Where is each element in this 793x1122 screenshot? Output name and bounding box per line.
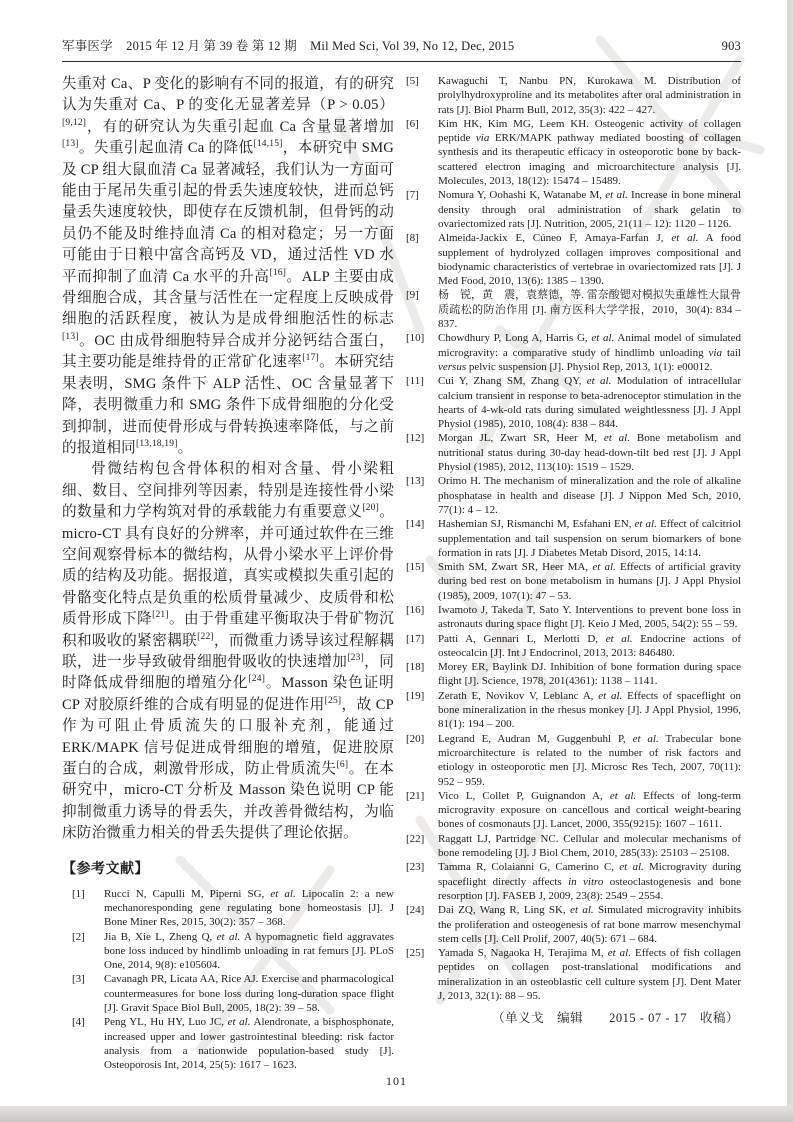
reference-text: Hashemian SJ, Rismanchi M, Esfahani EN, et al. Effect of calcitriol supplementation and tail suspension on serum biomarkers of bone formation in rats [J]. J Diabetes Metab Disord, 2015, 14:14. [438,518,742,559]
reference-text: Cavanagh PR, Licata AA, Rice AJ. Exercise and pharmacological countermeasures for bone loss during long-duration space flight [J]. Gravit Space Biol Bull, 2005, 18(2): 39 – 58. [104,973,394,1014]
reference-number: [5] [406,75,419,87]
reference-item [406,74,741,117]
reference-number: [1] [72,887,85,900]
reference-item [406,946,741,1003]
reference-number: [14] [406,518,425,531]
reference-text: Patti A, Gennari L, Merlotti D, et al. Endocrine actions of osteocalcin [J]. Int J Endocrinol, 2013, 2013: 846480. [438,632,741,659]
citation-superscript: [17] [302,353,319,364]
journal-title-cn: 军事医学 [62,39,113,53]
citation-superscript: [21] [152,610,169,621]
body-paragraph: 失重对 Ca、P 变化的影响有不同的报道，有的研究认为失重对 Ca、P 的变化无显著差异（P > 0.05）[9,12]，有的研究认为失重引起血 Ca 含量显著增加[13]。失重引起血清 Ca 的降低[14,15]，本研究中 SMG 及 CP 组大鼠血清 Ca 显著减轻，我们认为一方面可能由于尾吊失重引起的骨丢失速度较快，进而总钙量丢失速度较快，即使存在反馈机制，但骨钙的动员仍不能及时维持血清 Ca 的相对稳定；另一方面可能由于日粮中富含高钙及 VD，通过活性 VD 水平而抑制了血清 Ca 水平的升高[16]。ALP 主要由成骨细胞合成，其含量与活性在一定程度上反映成骨细胞的活跃程度，被认为是成骨细胞活性的标志[13]。OC 由成骨细胞特异合成并分泌钙结合蛋白，其主要功能是维持骨的正常矿化速率[17]。本研究结果表明，SMG 条件下 ALP 活性、OC 含量显著下降，表明微重力和 SMG 条件下成骨细胞的分化受到抑制，进而使骨形成与骨转换速率降低，与之前的报道相同[13,18,19]。 [62,76,394,456]
footer-page-number: 101 [386,1074,407,1088]
reference-number: [15] [406,561,425,574]
journal-issue-cn: 2015 年 12 月 第 39 卷 第 12 期 [126,39,297,53]
reference-item [406,288,741,331]
citation-superscript: [24] [248,674,266,685]
reference-item [406,560,741,603]
editor-note: （单义戈 编辑 2015 - 07 - 17 收稿） [492,1011,739,1026]
journal-title-en: Mil Med Sci, Vol 39, No 12, Dec, 2015 [310,39,515,53]
reference-list-right [406,74,741,1003]
header-page-number: 903 [721,39,741,53]
left-column [62,74,394,1072]
citation-superscript: [13,18,19] [135,439,178,450]
reference-number: [6] [406,117,419,130]
reference-text: Chowdhury P, Long A, Harris G, et al. Animal model of simulated microgravity: a comparative study of hindlimb unloading via tail versus pelvic suspension [J]. Physiol Rep, 2013, 1(1): e00012. [438,332,741,373]
reference-text: Orimo H. The mechanism of mineralization and the role of alkaline phosphatase in health and disease [J]. J Nippon Med Sch, 2010, 77(1): 4 – 12. [438,475,741,516]
reference-item [406,660,741,689]
reference-number: [21] [406,789,425,802]
reference-text: Tamma R, Colaianni G, Camerino C, et al. Microgravity during spaceflight directly affects in vitro osteoclastogenesis and bone resorption [J]. FASEB J, 2009, 23(8): 2549 – 2554. [438,861,742,902]
reference-number: [2] [72,930,85,943]
reference-text: Cui Y, Zhang SM, Zhang QY, et al. Modulation of intracellular calcium transient in response to beta-adrenoceptor stimulation in the hearts of 4-wk-old rats during simulated weightlessness [J]. J Appl Physiol (1985), 2010, 108(4): 838 – 844. [438,375,741,431]
reference-text: Almeida-Jackix E, Cúneo F, Amaya-Farfan J, et al. A food supplement of hydrolyzed collagen improves compositional and biodynamic characteristics of vertebrae in ovariectomized rats [J]. J Med Food, 2010, 13(6): 1385 – 1390. [438,232,741,288]
reference-item [406,789,741,832]
reference-item [406,117,741,188]
reference-item [406,860,741,903]
reference-number: [16] [406,603,425,616]
reference-text: 杨 锐，黄 震，袁蔡德，等. 雷奈酸锶对模拟失重雄性大鼠骨质疏松的防治作用 [J]. 南方医科大学学报，2010，30(4): 834 – 837. [438,289,741,331]
reference-text: Yamada S, Nagaoka H, Terajima M, et al. Effects of fish collagen peptides on collagen post-translational modifications and mineralization in an osteoblastic cell culture system [J]. Dent Mater J, 2013, 32(1): 88 – 95. [438,947,742,1002]
scan-edge [0,1106,793,1122]
reference-item [406,374,741,431]
reference-text: Morgan JL, Zwart SR, Heer M, et al. Bone metabolism and nutritional status during 30-day head-down-tilt bed rest [J]. J Appl Physiol (1985), 2012, 113(10): 1519 – 1529. [438,432,741,474]
reference-text: Raggatt LJ, Partridge NC. Cellular and molecular mechanisms of bone remodeling [J]. J Biol Chem, 2010, 285(33): 25103 – 25108. [438,832,741,860]
citation-superscript: [9,12] [62,117,87,128]
reference-item [406,331,741,374]
reference-text: Kawaguchi T, Nanbu PN, Kurokawa M. Distribution of prolylhydroxyproline and its metabolites after oral administration in rats [J]. Biol Pharm Bull, 2012, 35(3): 422 – 427. [438,75,741,116]
citation-superscript: [20] [362,503,379,514]
citation-superscript: [13] [62,139,79,150]
reference-item [72,972,394,1015]
two-column-body [62,74,741,1072]
reference-number: [20] [406,732,425,745]
reference-number: [11] [406,375,424,388]
reference-number: [24] [406,904,425,917]
reference-number: [17] [406,632,425,645]
reference-item [406,188,741,231]
reference-number: [13] [406,475,425,488]
right-column [406,74,741,1026]
reference-item [406,474,741,517]
reference-text: Dai ZQ, Wang R, Ling SK, et al. Simulated microgravity inhibits the proliferation and osteogenesis of rat bone marrow mesenchymal stem cells [J]. Cell Prolif, 2007, 40(5): 671 – 684. [438,904,741,945]
reference-number: [7] [406,189,419,202]
reference-number: [4] [72,1016,85,1029]
reference-number: [8] [406,232,419,245]
reference-text: Zerath E, Novikov V, Leblanc A, et al. Effects of spaceflight on bone mineralization in the rhesus monkey [J]. J Appl Physiol, 1996, 81(1): 194 – 200. [438,689,741,731]
reference-number: [19] [406,689,425,702]
reference-item [406,832,741,861]
body-paragraph: 骨微结构包含骨体积的相对含量、骨小梁粗细、数目、空间排列等因素，特别是连接性骨小梁的数量和力学构筑对骨的承载能力有重要意义[20]。micro-CT 具有良好的分辨率，并可通过软件在三维空间观察骨标本的微结构，从骨小梁水平上评价骨质的结构及功能。据报道，真实或模拟失重引起的骨骼变化特点是负重的松质骨量减少、皮质骨和松质骨形成下降[21]。由于骨重建平衡取决于骨矿物沉积和吸收的紧密耦联[22]，而微重力诱导该过程解耦联，进一步导致破骨细胞骨吸收的快速增加[23]，同时降低成骨细胞的增殖分化[24]。Masson 染色证明 CP 对胶原纤维的合成有明显的促进作用[25]，故 CP 作为可阻止骨质流失的口服补充剂，能通过 ERK/MAPK 信号促进成骨细胞的增殖，促进胶原蛋白的合成，刺激骨形成，防止骨质流失[6]。在本研究中，micro-CT 分析及 Masson 染色说明 CP 能抑制微重力诱导的骨丢失，并改善骨微结构，为临床防治微重力相关的骨丢失提供了理论依据。 [62,461,394,842]
citation-superscript: [14,15] [253,139,283,150]
reference-text: Kim HK, Kim MG, Leem KH. Osteogenic activity of collagen peptide via ERK/MAPK pathway mediated boosting of collagen synthesis and its therapeutic efficacy in osteoporotic bone by back-scattered electron imaging and microarchitecture analysis [J]. Molecules, 2013, 18(12): 15474 – 15489. [438,117,741,188]
reference-item [406,732,741,789]
reference-text: Smith SM, Zwart SR, Heer MA, et al. Effects of artificial gravity during bed rest on bone metabolism in humans [J]. J Appl Physiol (1985), 2009, 107(1): 47 – 53. [438,561,742,602]
reference-item [406,603,741,632]
citation-superscript: [23] [347,653,364,664]
citation-superscript: [13] [62,332,79,343]
journal-header-left [62,36,524,54]
reference-item [72,887,394,930]
reference-number: [22] [406,832,425,845]
reference-item [406,231,741,288]
body-paragraphs [62,74,394,845]
reference-item [406,903,741,946]
reference-item [72,1015,394,1072]
reference-list-left [62,887,394,1073]
reference-text: Vico L, Collet P, Guignandon A, et al. Effects of long-term microgravity exposure on cancellous and cortical weight-bearing bones of cosmonauts [J]. Lancet, 2000, 355(9215): 1607 – 1611. [438,789,741,831]
reference-number: [10] [406,332,425,345]
reference-item [406,689,741,732]
citation-superscript: [6] [336,760,349,771]
reference-text: Rucci N, Capulli M, Piperni SG, et al. Lipocalin 2: a new mechanoresponding gene regulating bone homeostasis [J]. J Bone Miner Res, 2015, 30(2): 357 – 368. [104,887,395,929]
reference-text: Morey ER, Baylink DJ. Inhibition of bone formation during space flight [J]. Science, 1978, 201(4361): 1138 – 1141. [438,661,741,688]
reference-text: Nomura Y, Oohashi K, Watanabe M, et al. Increase in bone mineral density through oral administration of shark gelatin to ovariectomized rats [J]. Nutrition, 2005, 21(11 – 12): 1120 – 1126. [438,189,741,230]
reference-item [406,431,741,474]
reference-text: Legrand E, Audran M, Guggenbuhl P, et al. Trabecular bone microarchitecture is related to the number of risk factors and etiology in osteoporotic men [J]. Microsc Res Tech, 2007, 70(11): 952 – 959. [438,732,741,788]
reference-number: [18] [406,661,425,674]
reference-number: [9] [406,289,419,302]
reference-text: Iwamoto J, Takeda T, Sato Y. Interventions to prevent bone loss in astronauts during space flight [J]. Keio J Med, 2005, 54(2): 55 – 59. [438,603,741,631]
citation-superscript: [25] [324,695,342,706]
references-heading: 【参考文献】 [62,861,149,877]
citation-superscript: [16] [269,267,287,278]
page-header [62,36,741,62]
citation-superscript: [22] [197,631,214,642]
reference-item [406,632,741,661]
reference-number: [25] [406,947,425,960]
reference-text: Peng YL, Hu HY, Luo JC, et al. Alendronate, a bisphosphonate, increased upper and lower gastrointestinal bleeding: risk factor analysis from a nationwide population-based study [J]. Osteoporosis Int, 2014, 25(5): 1617 – 1623. [104,1016,394,1072]
reference-number: [12] [406,432,425,445]
reference-item [72,930,394,973]
reference-number: [23] [406,861,425,874]
reference-item [406,517,741,560]
scan-edge [787,0,793,1122]
reference-number: [3] [72,973,85,986]
reference-text: Jia B, Xie L, Zheng Q, et al. A hypomagnetic field aggravates bone loss induced by hindlimb unloading in rat femurs [J]. PLoS One, 2014, 9(8): e105604. [104,930,395,972]
